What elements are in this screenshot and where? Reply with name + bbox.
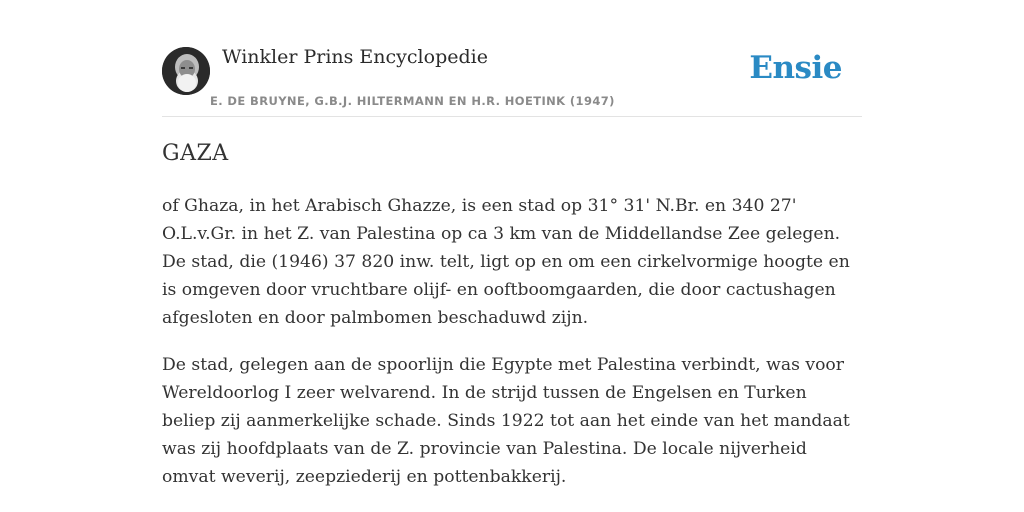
ensie-logo[interactable]: Ensie (749, 50, 842, 86)
article-body (162, 192, 862, 510)
article-paragraph: De stad, gelegen aan de spoorlijn die Egypte met Palestina verbindt, was voor Wereldoorlog I zeer welvarend. In de strijd tussen de Engelsen en Turken beliep zij aanmerkelijke schade. Sinds 1922 tot aan het einde van het mandaat was zij hoofdplaats van de Z. provincie van Palestina. De locale nijverheid omvat weverij, zeepziederij en pottenbakkerij. (162, 355, 850, 487)
source-title[interactable]: Winkler Prins Encyclopedie (222, 46, 488, 68)
source-authors: E. DE BRUYNE, G.B.J. HILTERMANN EN H.R. HOETINK (1947) (210, 94, 615, 108)
author-avatar[interactable] (162, 47, 210, 95)
author-portrait-image (162, 47, 210, 95)
article-paragraph: of Ghaza, in het Arabisch Ghazze, is een stad op 31° 31' N.Br. en 340 27' O.L.v.Gr. in het Z. van Palestina op ca 3 km van de Middellandse Zee gelegen. De stad, die (1946) 37 820 inw. telt, ligt op en om een cirkelvormige hoogte en is omgeven door vruchtbare olijf- en ooftboomgaarden, die door cactushagen afgesloten en door palmbomen beschaduwd zijn. (162, 196, 850, 328)
article-title: GAZA (162, 141, 229, 166)
source-header (162, 44, 862, 117)
